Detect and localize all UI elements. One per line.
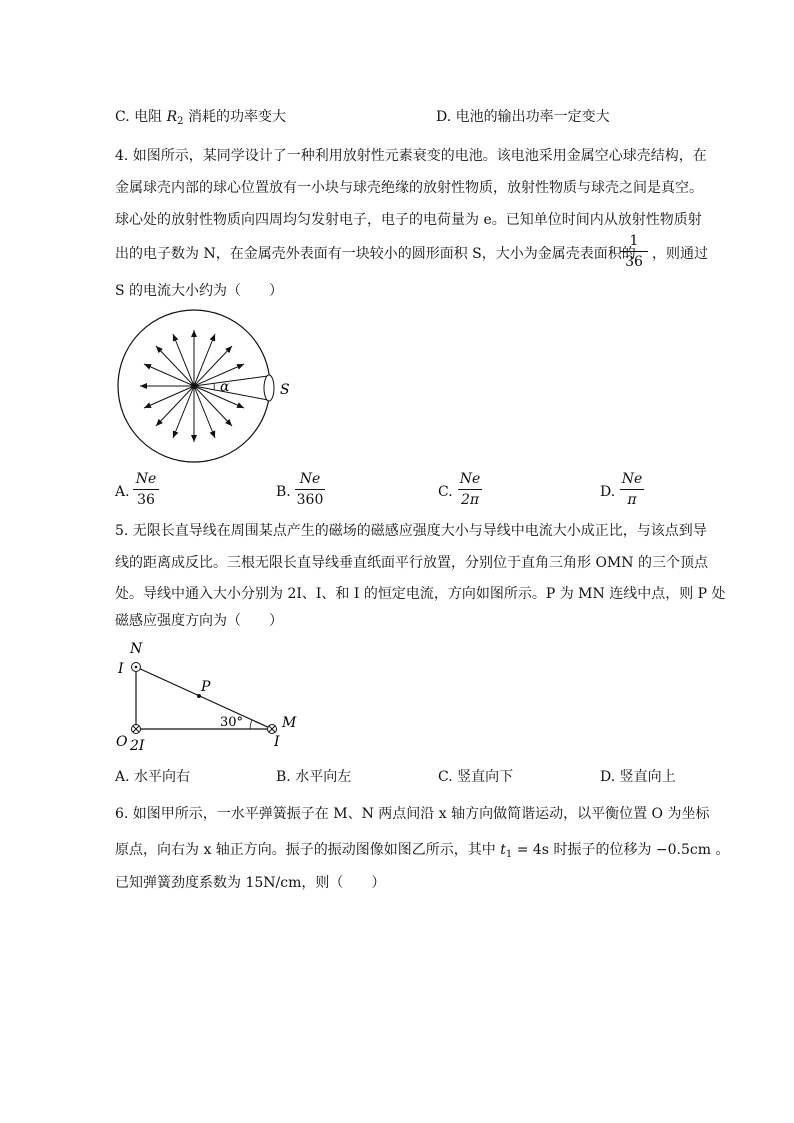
q5-option-d-label: D. [600, 769, 616, 785]
q4-sphere-figure [110, 308, 300, 468]
q6-line-2 [115, 840, 729, 865]
q5-option-c-label: C. [438, 769, 453, 785]
q4-line-4-end: ，则通过 [652, 246, 708, 262]
area-s-disc [264, 375, 274, 401]
q6-line-2-post: = 4s 时振子的位移为 −0.5cm 。 [512, 842, 730, 858]
q5-option-a-label: A. [115, 769, 130, 785]
label-i-m: I [274, 734, 280, 750]
q3-option-c-sub: 2 [177, 116, 184, 127]
q4-line-5: S 的电流大小约为（ ） [115, 283, 284, 299]
q3-option-c-var: R [166, 109, 178, 125]
q4-line-4: 出的电子数为 N，在金属壳外表面有一块较小的圆形面积 S，大小为金属壳表面积的 [115, 246, 636, 262]
q5-line-1: 5. 无限长直导线在周围某点产生的磁场的磁感应强度大小与导线中电流大小成正比，与该点到导 [115, 523, 707, 539]
q4-option-a-label[interactable]: A. [115, 484, 130, 500]
label-p: P [201, 679, 211, 695]
q4-fraction [620, 232, 648, 271]
q5-option-d[interactable] [600, 767, 676, 787]
label-o: O [116, 734, 128, 750]
q5-option-b-text: 水平向左 [295, 769, 352, 785]
q5-option-c-text: 竖直向下 [457, 769, 514, 785]
q6-line-2-sub: 1 [505, 849, 513, 860]
q4-fraction-num: 1 [629, 233, 639, 249]
q6-line-2-pre: 原点，向右为 x 轴正方向。振子的振动图像如图乙所示，其中 [115, 842, 501, 858]
q3-option-c-text-post: 消耗的功率变大 [183, 109, 286, 125]
q4-option-d-frac[interactable] [620, 470, 644, 509]
q4-line-3: 球心处的放射性物质向四周均匀发射电子，电子的电荷量为 e。已知单位时间内从放射性物质射 [115, 212, 702, 228]
q4-option-d-num: Ne [621, 471, 643, 487]
alpha-label: α [220, 379, 230, 395]
q5-option-b[interactable] [276, 767, 351, 787]
q4-option-d-label[interactable]: D. [600, 484, 616, 500]
q4-fraction-den: 36 [625, 254, 643, 270]
q6-line-2-var: t [500, 842, 506, 858]
q5-option-c[interactable] [438, 767, 513, 787]
q5-line-4: 磁感应强度方向为（ ） [115, 613, 283, 629]
label-n: N [130, 641, 143, 657]
label-m: M [282, 715, 297, 731]
q6-line-3: 已知弹簧劲度系数为 15N/cm，则（ ） [115, 875, 386, 891]
q3-option-c-label: C. [115, 109, 130, 125]
q4-option-c-den: 2π [460, 492, 480, 508]
side-mn [136, 667, 272, 729]
q4-line-2: 金属球壳内部的球心位置放有一小块与球壳绝缘的放射性物质，放射性物质与球壳之间是真空。 [115, 180, 703, 196]
q4-option-b-frac[interactable] [295, 470, 325, 509]
q3-option-d-text: 电池的输出功率一定变大 [455, 109, 610, 125]
q5-line-3: 处。导线中通入大小分别为 2I、I、和 I 的恒定电流，方向如图所示。P 为 MN 连线中点，则 P 处 [115, 586, 726, 602]
q5-option-b-label: B. [276, 769, 291, 785]
q4-option-a-frac[interactable] [133, 470, 159, 509]
q4-option-c-num: Ne [459, 471, 481, 487]
q4-option-c-frac[interactable] [458, 470, 482, 509]
q5-option-a[interactable] [115, 767, 190, 787]
q4-option-b-den: 360 [296, 492, 324, 508]
q4-option-a-num: Ne [135, 471, 157, 487]
q5-option-d-text: 竖直向上 [619, 769, 676, 785]
s-label: S [280, 382, 290, 398]
q5-triangle-figure [110, 638, 310, 758]
q3-option-d[interactable] [436, 107, 610, 127]
label-i-n: I [118, 661, 124, 677]
q5-line-2: 线的距离成反比。三根无限长直导线垂直纸面平行放置，分别位于直角三角形 OMN 的三个顶点 [115, 555, 708, 571]
q5-option-a-text: 水平向右 [134, 769, 191, 785]
label-angle: 30° [220, 715, 244, 730]
q4-option-c-label[interactable]: C. [438, 484, 453, 500]
q6-line-1: 6. 如图甲所示，一水平弹簧振子在 M、N 两点间沿 x 轴方向做简谐运动，以平衡位置 O 为坐标 [115, 806, 710, 822]
q4-option-a-den: 36 [137, 492, 155, 508]
q4-line-1: 4. 如图所示，某同学设计了一种利用放射性元素衰变的电池。该电池采用金属空心球壳结构，在 [115, 148, 707, 164]
angle-arc [250, 720, 252, 729]
q3-option-c-text-pre: 电阻 [134, 109, 167, 125]
label-2i: 2I [130, 738, 145, 754]
q3-option-d-label: D. [436, 109, 452, 125]
q4-option-b-num: Ne [299, 471, 321, 487]
q3-option-c[interactable] [115, 107, 286, 132]
q4-option-b-label[interactable]: B. [276, 484, 291, 500]
q4-option-d-den: π [627, 492, 637, 508]
source-dot [191, 383, 197, 389]
